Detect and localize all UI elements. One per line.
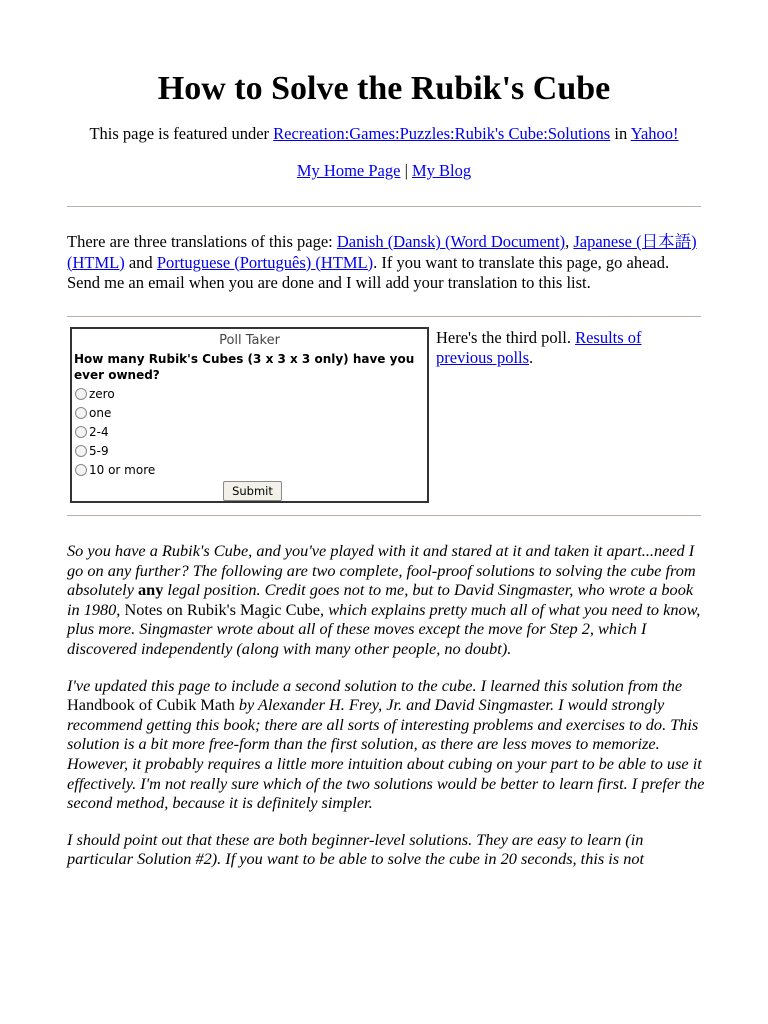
radio-button[interactable] bbox=[75, 445, 87, 457]
intro-paragraph-2 bbox=[67, 676, 707, 813]
poll-taker-widget bbox=[70, 327, 429, 503]
book-title-handbook: Handbook of Cubik Math bbox=[67, 695, 235, 715]
intro-p2-text-a: I've updated this page to include a second solution to the cube. I learned this solution from the bbox=[67, 675, 683, 695]
home-page-link[interactable]: My Home Page bbox=[296, 161, 401, 180]
intro-p1-text-a: So you have a Rubik's Cube, and you've played with it and stared at it and taken it apart...need I go on any further? The following are two complete, fool-proof solutions to solving the cube from absolutely bbox=[67, 541, 696, 600]
poll-title: Poll Taker bbox=[219, 333, 280, 348]
poll-option-one[interactable] bbox=[72, 403, 427, 422]
poll-side-text: Here's the third poll. bbox=[436, 328, 576, 347]
translations-suffix: . If you want to translate this page, go ahead. Send me an email when you are done and I will add your translation to this list. bbox=[67, 252, 670, 292]
translations-prefix: There are three translations of this page: bbox=[67, 232, 337, 251]
radio-button[interactable] bbox=[75, 426, 87, 438]
featured-prefix: This page is featured under bbox=[89, 124, 274, 143]
poll-submit-button[interactable]: Submit bbox=[223, 481, 282, 501]
page-title: How to Solve the Rubik's Cube bbox=[157, 70, 611, 107]
intro-p1-text-c: , which explains pretty much all of what you need to know, plus more. Singmaster wrote about all of these moves except the move for Step 2, which I discovered independently (along with many other people, no doubt). bbox=[67, 599, 701, 658]
portuguese-translation-link[interactable]: Portuguese (Português) (HTML) bbox=[156, 252, 374, 272]
poll-option-label: zero bbox=[89, 386, 115, 401]
translations-comma: , bbox=[565, 232, 574, 251]
danish-translation-link[interactable]: Danish (Dansk) (Word Document) bbox=[336, 232, 566, 251]
poll-question: How many Rubik's Cubes (3 x 3 x 3 only) have you ever owned? bbox=[74, 352, 415, 382]
divider bbox=[67, 316, 701, 317]
blog-link[interactable]: My Blog bbox=[412, 161, 472, 180]
poll-option-10-or-more[interactable] bbox=[72, 460, 427, 479]
nav-separator: | bbox=[400, 161, 412, 180]
poll-option-5-9[interactable] bbox=[72, 441, 427, 460]
poll-side-period: . bbox=[529, 348, 534, 367]
intro-paragraph-3: I should point out that these are both beginner-level solutions. They are easy to learn (in particular Solution #2). If you want to be able to solve the cube in 20 seconds, this is not bbox=[67, 829, 645, 869]
poll-results-link[interactable]: Results of previous polls bbox=[436, 328, 642, 367]
poll-option-label: 2-4 bbox=[89, 424, 109, 439]
intro-p2-text-b: by Alexander H. Frey, Jr. and David Singmaster. I would strongly recommend getting this book; there are all sorts of interesting problems and exercises to do. This solution is a bit more free-form than the first solution, as there are less moves to memorize. However, it probably requires a little more intuition about cubing on your part to be able to use it effectively. I'm not really sure which of the two solutions would be better to learn first. I prefer the second method, because it is definitely simpler. bbox=[67, 695, 705, 813]
poll-option-2-4[interactable] bbox=[72, 422, 427, 441]
intro-p1-emphasis: any bbox=[138, 580, 164, 600]
poll-option-label: 5-9 bbox=[89, 443, 109, 458]
japanese-translation-link[interactable]: Japanese (日本語) (HTML) bbox=[67, 232, 697, 272]
poll-side-note bbox=[436, 328, 701, 368]
nav-links bbox=[0, 161, 768, 181]
intro-p1-text-b: legal position. Credit goes not to me, but to David Singmaster, who wrote a book in 1980, bbox=[67, 580, 694, 619]
intro-text bbox=[67, 541, 707, 886]
poll-option-zero[interactable] bbox=[72, 384, 427, 403]
radio-button[interactable] bbox=[75, 464, 87, 476]
translations-paragraph bbox=[67, 232, 701, 294]
book-title-notes: Notes on Rubik's Magic Cube bbox=[124, 599, 321, 619]
poll-option-label: one bbox=[89, 405, 112, 420]
divider bbox=[67, 206, 701, 207]
featured-middle: in bbox=[610, 124, 631, 143]
divider bbox=[67, 515, 701, 516]
poll-option-label: 10 or more bbox=[89, 462, 156, 477]
intro-paragraph-1 bbox=[67, 541, 707, 659]
yahoo-link[interactable]: Yahoo! bbox=[630, 124, 679, 143]
featured-line bbox=[0, 124, 768, 144]
translations-and: and bbox=[124, 252, 157, 272]
radio-button[interactable] bbox=[75, 388, 87, 400]
radio-button[interactable] bbox=[75, 407, 87, 419]
category-link[interactable]: Recreation:Games:Puzzles:Rubik's Cube:Solutions bbox=[273, 124, 611, 143]
